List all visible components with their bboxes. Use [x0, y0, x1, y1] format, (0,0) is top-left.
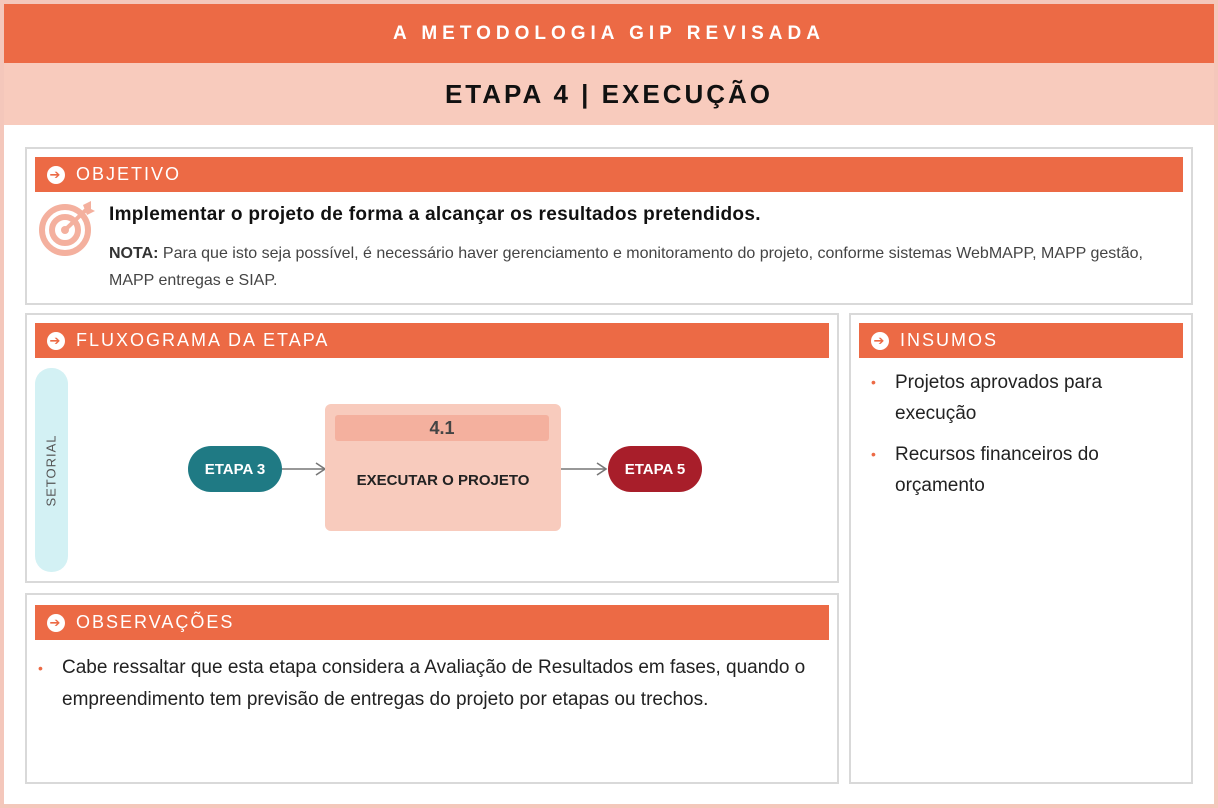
task-node: [325, 404, 561, 531]
objetivo-panel: [25, 147, 1193, 305]
arrow-circle-right-icon: ➔: [47, 166, 65, 184]
start-node-label: ETAPA 3: [204, 460, 266, 478]
objetivo-header: [35, 157, 1183, 192]
observacoes-header: [35, 605, 829, 640]
note-text: Para que isto seja possível, é necessário haver gerenciamento e monitoramento do projeto, conforme sistemas WebMAPP, MAPP gestão, MAPP entregas e SIAP.: [109, 245, 1143, 289]
list-item: [38, 652, 833, 716]
swimlane-label-text: SETORIAL: [44, 433, 59, 507]
bullet-icon: •: [38, 660, 43, 676]
arrow-circle-right-icon: ➔: [47, 332, 65, 350]
arrow-start-to-task: [282, 461, 328, 477]
objetivo-heading: OBJETIVO: [76, 164, 182, 184]
insumos-heading: INSUMOS: [900, 330, 999, 350]
insumos-list: [871, 367, 1171, 501]
page-subtitle: ETAPA 4 | EXECUÇÃO: [4, 63, 1214, 125]
bullet-icon: •: [871, 446, 876, 462]
insumos-header: [859, 323, 1183, 358]
observacoes-list: [38, 652, 833, 716]
objetivo-main-text: Implementar o projeto de forma a alcançar os resultados pretendidos.: [109, 204, 761, 225]
task-label: EXECUTAR O PROJETO: [356, 472, 530, 489]
start-node: [188, 446, 282, 492]
swimlane-label: [35, 368, 68, 572]
observacoes-heading: OBSERVAÇÕES: [76, 612, 235, 632]
end-node: [608, 446, 702, 492]
arrow-task-to-end: [561, 461, 609, 477]
slide: [4, 4, 1214, 804]
task-number: 4.1: [335, 415, 549, 441]
insumo-text: Recursos financeiros do orçamento: [895, 444, 1099, 496]
list-item: [871, 367, 1171, 429]
page-title: A METODOLOGIA GIP REVISADA: [4, 4, 1214, 63]
target-icon: [39, 199, 97, 257]
insumo-text: Projetos aprovados para execução: [895, 372, 1103, 424]
fluxograma-panel: [25, 313, 839, 583]
observacoes-panel: [25, 593, 839, 784]
list-item: [871, 439, 1171, 501]
insumos-panel: [849, 313, 1193, 784]
arrow-circle-right-icon: ➔: [47, 614, 65, 632]
note-label: NOTA:: [109, 245, 159, 262]
fluxograma-header: [35, 323, 829, 358]
end-node-label: ETAPA 5: [624, 460, 686, 478]
objetivo-note: [109, 240, 1179, 294]
arrow-circle-right-icon: ➔: [871, 332, 889, 350]
fluxograma-heading: FLUXOGRAMA DA ETAPA: [76, 330, 330, 350]
observacao-text: Cabe ressaltar que esta etapa considera a Avaliação de Resultados em fases, quando o empreendimento tem previsão de entregas do projeto por etapas ou trechos.: [62, 657, 806, 710]
bullet-icon: •: [871, 374, 876, 390]
